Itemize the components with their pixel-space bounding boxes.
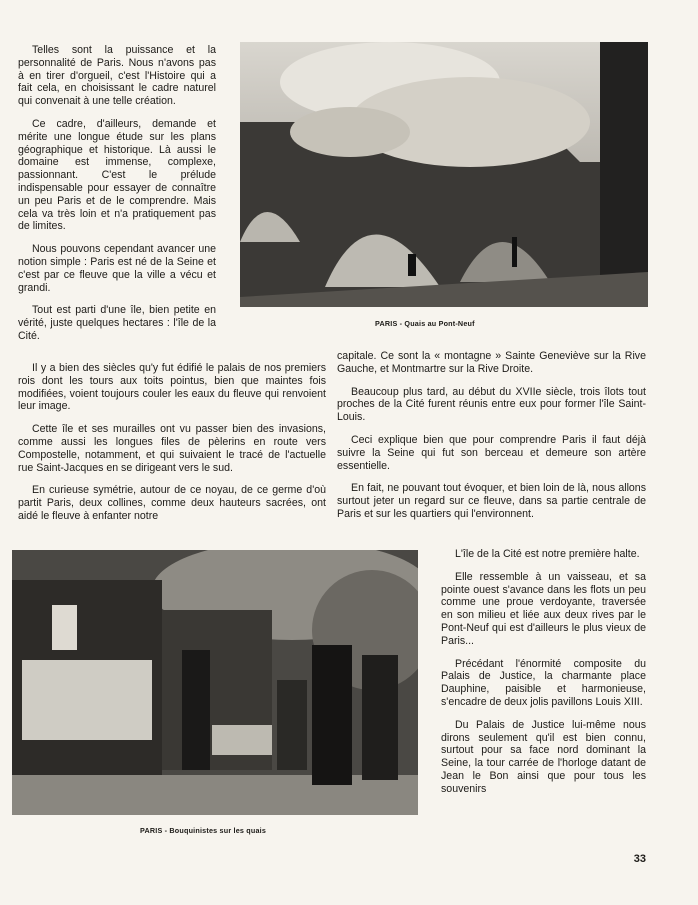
paragraph: L'île de la Cité est notre première halte. <box>455 548 640 560</box>
paragraph: Il y a bien des siècles qu'y fut édifié le palais de nos premiers rois dont les tours aux toits pointus, bien que maintes fois modifiées, voient toujours couler les eaux du fleuve qui renvoient leur image. <box>18 362 326 413</box>
pont-neuf-photo <box>240 42 648 307</box>
bouquinistes-photo <box>12 550 418 815</box>
paragraph: Cette île et ses murailles ont vu passer bien des invasions, comme aussi les longues files de pèlerins en route vers Compostelle, notamment, et qui suivaient le tracé de l'actuelle rue Saint-Jacques en se dirigeant vers le sud. <box>18 423 326 474</box>
paragraph: capitale. Ce sont la « montagne » Sainte Geneviève sur la Rive Gauche, et Montmartre sur la Rive Droite. <box>337 350 646 375</box>
paragraph: Précédant l'énormité composite du Palais de Justice, la charmante place Dauphine, paisible et harmonieuse, s'encadre de deux jolis pavillons Louis XIII. <box>441 657 646 708</box>
bouquinistes-illustration <box>12 550 418 815</box>
paragraph: Ceci explique bien que pour comprendre Paris il faut déjà suivre la Seine qui fut son berceau et demeure son artère essentielle. <box>337 433 646 472</box>
left-top-column <box>18 44 216 343</box>
page-number: 33 <box>633 853 646 865</box>
paragraph: Beaucoup plus tard, au début du XVIIe siècle, trois îlots tout proches de la Cité furent réunis entre eux pour former l'île Saint-Louis. <box>337 385 646 424</box>
paragraph: En curieuse symétrie, autour de ce noyau, de ce germe d'où partit Paris, deux collines, comme deux hauteurs sacrées, ont aidé le fleuve à enfanter notre <box>18 484 326 522</box>
bottom-photo-caption: PARIS - Bouquinistes sur les quais <box>140 826 267 835</box>
left-mid-column <box>18 362 326 523</box>
paragraph: Nous pouvons cependant avancer une notion simple : Paris est né de la Seine et c'est par ce fleuve que la ville a vécu et grandi. <box>18 243 216 294</box>
top-photo-caption: PARIS - Quais au Pont-Neuf <box>375 319 475 328</box>
paragraph: Du Palais de Justice lui-même nous dirons seulement qu'il est bien connu, surtout pour sa face nord dominant la Seine, la tour carrée de l'horloge datant de Jean le Bon ainsi que pour tous les souvenirs <box>441 718 646 795</box>
paragraph: En fait, ne pouvant tout évoquer, et bien loin de là, nous allons surtout jeter un regard sur ce fleuve, dans sa partie centrale de Paris et sur les quartiers qui l'environnent. <box>337 482 646 520</box>
pont-neuf-illustration <box>240 42 648 307</box>
paragraph: Ce cadre, d'ailleurs, demande et mérite une longue étude sur les plans géographique et historique. Là aussi le domaine est immense, complexe, passionnant. C'est le prélude indispensable pour essayer de connaître un peu Paris et de le comprendre. Mais cela va très loin et n'a pratiquement pas de limites. <box>18 117 216 233</box>
right-mid-column <box>337 350 646 521</box>
right-bottom-column <box>441 548 646 796</box>
paragraph: Telles sont la puissance et la personnalité de Paris. Nous n'avons pas à en tirer d'orgueil, c'est l'Histoire qui a fait cela, en choisissant le cadre naturel qui convenait à une telle création. <box>18 44 216 108</box>
paragraph: Tout est parti d'une île, bien petite en vérité, juste quelques hectares : l'île de la Cité. <box>18 304 216 342</box>
paragraph: Elle ressemble à un vaisseau, et sa pointe ouest s'avance dans les flots un peu comme une proue verdoyante, traversée en son milieu et liée aux deux rives par le Pont-Neuf qui est d'ailleurs le plus vieux de Paris... <box>441 570 646 647</box>
